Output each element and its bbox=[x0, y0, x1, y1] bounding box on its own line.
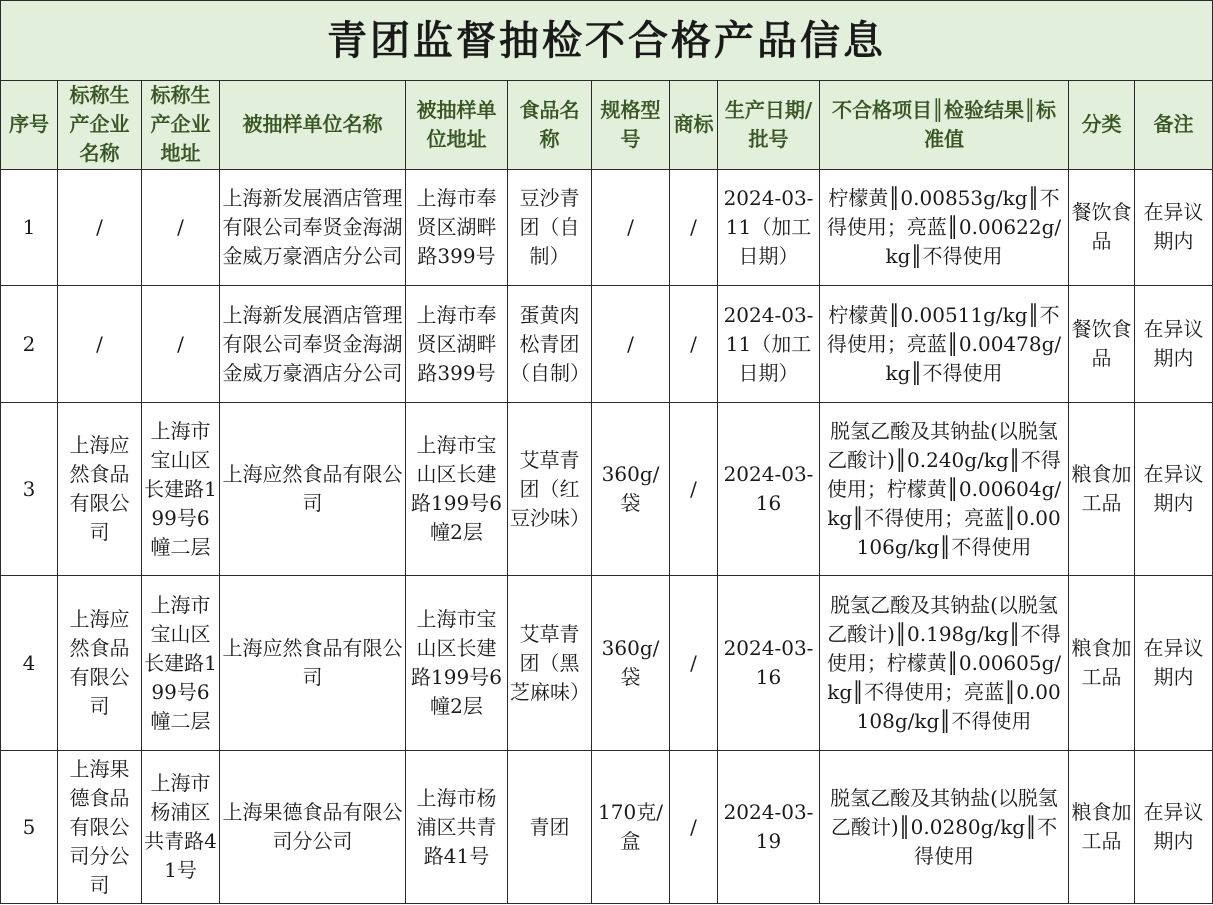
cell-maker-address: 上海市宝山区长建路199号6幢二层 bbox=[142, 403, 220, 576]
cell-sampled-address: 上海市奉贤区湖畔路399号 bbox=[406, 285, 508, 402]
cell-date: 2024-03-11（加工日期） bbox=[718, 169, 820, 285]
header-sampled-unit: 被抽样单位名称 bbox=[220, 81, 406, 169]
cell-failed-item: 脱氢乙酸及其钠盐(以脱氢乙酸计)║0.240g/kg║不得使用；柠檬黄║0.00604g/kg║不得使用；亮蓝║0.00106g/kg║不得使用 bbox=[820, 403, 1069, 576]
cell-no: 5 bbox=[1, 751, 58, 904]
header-maker-name: 标称生产企业名称 bbox=[58, 81, 142, 169]
cell-category: 餐饮食品 bbox=[1069, 285, 1135, 402]
header-category: 分类 bbox=[1069, 81, 1135, 169]
header-maker-address: 标称生产企业地址 bbox=[142, 81, 220, 169]
cell-brand: / bbox=[670, 751, 718, 904]
cell-no: 2 bbox=[1, 285, 58, 402]
table-row bbox=[1, 169, 1213, 285]
cell-maker-name: 上海应然食品有限公司 bbox=[58, 575, 142, 751]
cell-failed-item: 脱氢乙酸及其钠盐(以脱氢乙酸计)║0.0280g/kg║不得使用 bbox=[820, 751, 1069, 904]
cell-brand: / bbox=[670, 169, 718, 285]
cell-sampled-unit: 上海新发展酒店管理有限公司奉贤金海湖金威万豪酒店分公司 bbox=[220, 169, 406, 285]
cell-sampled-unit: 上海果德食品有限公司分公司 bbox=[220, 751, 406, 904]
cell-maker-name: / bbox=[58, 169, 142, 285]
header-food-name: 食品名称 bbox=[508, 81, 592, 169]
cell-food-name: 青团 bbox=[508, 751, 592, 904]
header-row bbox=[1, 81, 1213, 169]
cell-remark: 在异议期内 bbox=[1135, 285, 1213, 402]
cell-sampled-address: 上海市宝山区长建路199号6幢2层 bbox=[406, 403, 508, 576]
header-brand: 商标 bbox=[670, 81, 718, 169]
cell-category: 粮食加工品 bbox=[1069, 403, 1135, 576]
page-title: 青团监督抽检不合格产品信息 bbox=[1, 1, 1213, 81]
cell-maker-name: / bbox=[58, 285, 142, 402]
cell-spec: / bbox=[592, 285, 670, 402]
cell-remark: 在异议期内 bbox=[1135, 751, 1213, 904]
cell-brand: / bbox=[670, 575, 718, 751]
table-row bbox=[1, 285, 1213, 402]
cell-sampled-unit: 上海应然食品有限公司 bbox=[220, 575, 406, 751]
header-spec: 规格型号 bbox=[592, 81, 670, 169]
header-no: 序号 bbox=[1, 81, 58, 169]
cell-remark: 在异议期内 bbox=[1135, 575, 1213, 751]
header-date: 生产日期/批号 bbox=[718, 81, 820, 169]
cell-category: 粮食加工品 bbox=[1069, 751, 1135, 904]
cell-sampled-unit: 上海应然食品有限公司 bbox=[220, 403, 406, 576]
table-row bbox=[1, 403, 1213, 576]
table-row bbox=[1, 751, 1213, 904]
cell-food-name: 豆沙青团（自制） bbox=[508, 169, 592, 285]
cell-no: 4 bbox=[1, 575, 58, 751]
header-remark: 备注 bbox=[1135, 81, 1213, 169]
cell-maker-name: 上海应然食品有限公司 bbox=[58, 403, 142, 576]
cell-spec: / bbox=[592, 169, 670, 285]
table-row bbox=[1, 575, 1213, 751]
cell-spec: 360g/袋 bbox=[592, 403, 670, 576]
cell-maker-name: 上海果德食品有限公司分公司 bbox=[58, 751, 142, 904]
cell-maker-address: / bbox=[142, 285, 220, 402]
header-sampled-address: 被抽样单位地址 bbox=[406, 81, 508, 169]
header-failed-item: 不合格项目║检验结果║标准值 bbox=[820, 81, 1069, 169]
cell-maker-address: 上海市宝山区长建路199号6幢二层 bbox=[142, 575, 220, 751]
cell-no: 1 bbox=[1, 169, 58, 285]
cell-spec: 170克/盒 bbox=[592, 751, 670, 904]
cell-date: 2024-03-16 bbox=[718, 403, 820, 576]
cell-maker-address: 上海市杨浦区共青路41号 bbox=[142, 751, 220, 904]
cell-date: 2024-03-19 bbox=[718, 751, 820, 904]
cell-spec: 360g/袋 bbox=[592, 575, 670, 751]
cell-maker-address: / bbox=[142, 169, 220, 285]
cell-food-name: 艾草青团（红豆沙味） bbox=[508, 403, 592, 576]
cell-sampled-address: 上海市奉贤区湖畔路399号 bbox=[406, 169, 508, 285]
cell-food-name: 蛋黄肉松青团（自制） bbox=[508, 285, 592, 402]
cell-brand: / bbox=[670, 403, 718, 576]
cell-date: 2024-03-16 bbox=[718, 575, 820, 751]
cell-sampled-address: 上海市宝山区长建路199号6幢2层 bbox=[406, 575, 508, 751]
cell-remark: 在异议期内 bbox=[1135, 403, 1213, 576]
cell-sampled-unit: 上海新发展酒店管理有限公司奉贤金海湖金威万豪酒店分公司 bbox=[220, 285, 406, 402]
cell-sampled-address: 上海市杨浦区共青路41号 bbox=[406, 751, 508, 904]
cell-failed-item: 柠檬黄║0.00511g/kg║不得使用；亮蓝║0.00478g/kg║不得使用 bbox=[820, 285, 1069, 402]
cell-date: 2024-03-11（加工日期） bbox=[718, 285, 820, 402]
cell-category: 餐饮食品 bbox=[1069, 169, 1135, 285]
cell-remark: 在异议期内 bbox=[1135, 169, 1213, 285]
cell-failed-item: 柠檬黄║0.00853g/kg║不得使用；亮蓝║0.00622g/kg║不得使用 bbox=[820, 169, 1069, 285]
cell-food-name: 艾草青团（黑芝麻味） bbox=[508, 575, 592, 751]
title-row bbox=[1, 1, 1213, 81]
cell-no: 3 bbox=[1, 403, 58, 576]
cell-category: 粮食加工品 bbox=[1069, 575, 1135, 751]
cell-failed-item: 脱氢乙酸及其钠盐(以脱氢乙酸计)║0.198g/kg║不得使用；柠檬黄║0.00605g/kg║不得使用；亮蓝║0.00108g/kg║不得使用 bbox=[820, 575, 1069, 751]
cell-brand: / bbox=[670, 285, 718, 402]
